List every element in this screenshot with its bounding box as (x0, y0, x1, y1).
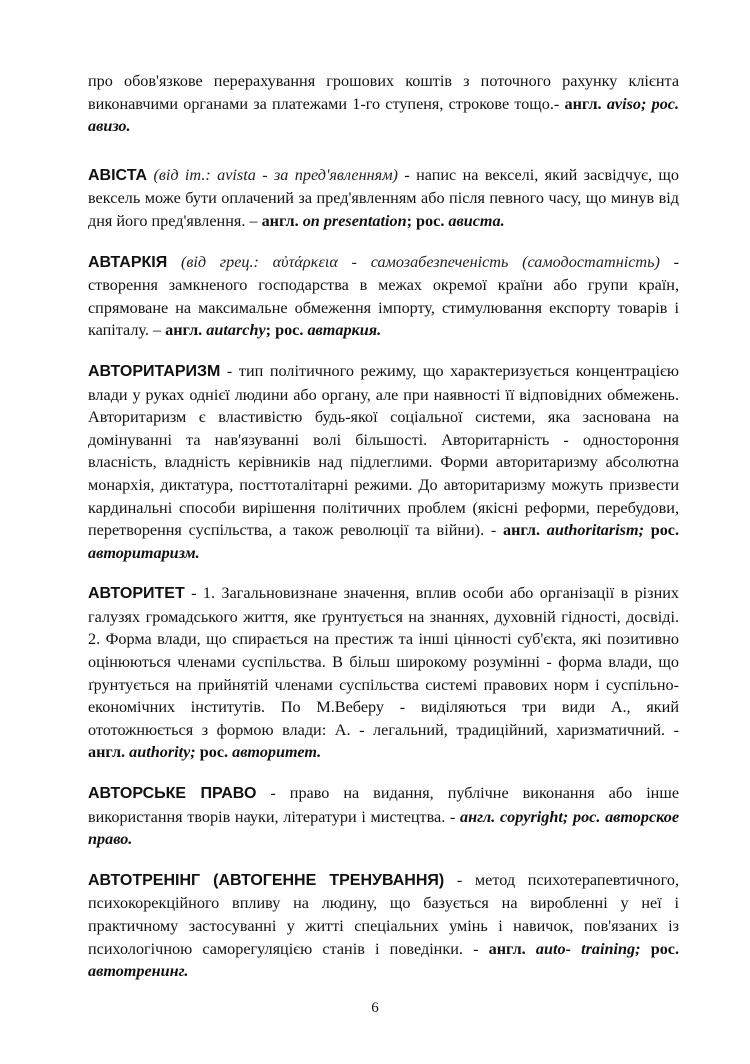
continuation-paragraph: про обов'язкове перерахування грошових коштів з поточного рахунку клієнта виконавчими органами за платежами 1-го ступеня, строкове тощо.- англ. aviso; рос. авизо. (88, 72, 680, 136)
entry-etymology: (від іт.: avista - за пред'явленням) (153, 165, 398, 184)
dictionary-entry-avista: АВІСТА (від іт.: avista - за пред'явленням) - напис на векселі, який засвідчує, що вексель може бути оплачений за пред'явленням або після певного часу, що минув від дня його пред'явлення. – англ. on presentation; рос. ависта. (88, 165, 679, 230)
russian-label: рос. (650, 939, 680, 958)
english-equivalent: authority (129, 743, 191, 762)
russian-label: рос. (199, 743, 229, 762)
english-label: англ. (460, 807, 496, 826)
russian-equivalent: авторитаризм. (88, 543, 200, 562)
english-equivalent: on presentation (302, 211, 407, 230)
russian-equivalent: авторитет. (232, 743, 322, 762)
russian-equivalent: авизо. (88, 117, 131, 136)
dictionary-entry-authority: АВТОРИТЕТ - 1. Загальновизнане значення, вплив особи або організації в різних галузях громадського життя, яке ґрунтується на знаннях, духовній гідності, досвіді. 2. Форма влади, що спирається на престиж та інші цінності суб'єкта, які позитивно оцінюються членами суспільства. В більш широкому розумінні - форма влади, що ґрунтується на прийнятій членами суспільства системі правових норм і суспільно-економічних інститутів. По М.Веберу - виділяються три види А., який ототожнюється з формою влади: А. - легальний, традиційний, харизматичний. - англ. authority; рос. авторитет. (88, 584, 679, 762)
russian-label: рос. (275, 321, 304, 340)
english-label: англ. (488, 939, 526, 958)
entry-definition: - метод психотерапевтичного, психокорекційного впливу на людину, що базується на виробленні у неї і практичному застосуванні у житті спеціальних умінь і навичок, пов'язаних із психологічною саморегуляцією станів і поведінки. - (88, 870, 680, 958)
english-label: англ. (261, 211, 299, 230)
dictionary-entry-autarky: АВТАРКІЯ (від грец.: αὐτάρκεια - самозабезпеченість (самодостатність) - створення замкненого господарства в межах окремої країни або групи країн, спрямоване на максимальне обмеження імпорту, стимулювання експорту товарів і капіталу. – англ. autarchy; рос. автаркия. (88, 252, 679, 340)
english-label: англ. (564, 94, 602, 113)
russian-label: рос. (651, 94, 680, 113)
entry-definition: - тип політичного режиму, що характеризується концентрацією влади у руках однієї людини або органу, але при наявності її відповідних обмежень. Авторитаризм є властивістю будь-якої соціальної системи, яка заснована на домінуванні та нав'язуванні волі більшості. Авторитарність - одностороння власність, владність керівників над підлеглими. Форми авторитаризму абсолютна монархія, диктатура, посттоталітарні режими. До авторитаризму можуть призвести кардинальні способи вирішення політичних проблем (якісні реформи, перебудови, перетворення суспільства, а також революції та війни). - (88, 361, 679, 540)
entry-term: АВТОРСЬКЕ ПРАВО (88, 785, 257, 803)
continuation-text: про обов'язкове перерахування грошових коштів з поточного рахунку клієнта виконавчими органами за платежами 1-го ступеня, строкове тощо.- (88, 72, 679, 113)
entry-term: АВТАРКІЯ (88, 253, 168, 271)
entry-term: АВТОТРЕНІНГ (АВТОГЕННЕ ТРЕНУВАННЯ) (88, 871, 445, 889)
english-label: англ. (88, 743, 126, 762)
dictionary-entry-authoritarianism: АВТОРИТАРИЗМ - тип політичного режиму, що характеризується концентрацією влади у руках однієї людини або органу, але при наявності її відповідних обмежень. Авторитаризм є властивістю будь-якої соціальної системи, яка заснована на домінуванні та нав'язуванні волі більшості. Авторитарність - одностороння власність, владність керівників над підлеглими. Форми авторитаризму абсолютна монархія, диктатура, посттоталітарні режими. До авторитаризму можуть призвести кардинальні способи вирішення політичних проблем (якісні реформи, перебудови, перетворення суспільства, а також революції та війни). - англ. authoritarism; рос. авторитаризм. (88, 361, 680, 562)
dictionary-page (88, 70, 679, 1001)
russian-equivalent: автотренинг. (88, 962, 189, 981)
entry-etymology: (від грец.: αὐτάρκεια - самозабезпеченість (самодостатність) (180, 252, 660, 271)
entry-term: АВТОРИТАРИЗМ (88, 362, 221, 380)
entry-term: АВТОРИТЕТ (88, 585, 185, 603)
entry-definition: - напис на векселі, який засвідчує, що вексель може бути оплачений за пред'явленням або після певного часу, що минув від дня його пред'явлення. – (88, 165, 679, 230)
entry-term: АВІСТА (88, 166, 148, 184)
dictionary-entry-copyright: АВТОРСЬКЕ ПРАВО - право на видання, публічне виконання або інше використання творів науки, літератури і мистецтва. - англ. copyright; рос. авторское право. (88, 784, 680, 849)
russian-label: рос. (572, 807, 601, 826)
entry-definition: - 1. Загальновизнане значення, вплив особи або організації в різних галузях громадського життя, яке ґрунтується на знаннях, духовній гідності, досвіді. 2. Форма влади, що спирається на престиж та інші цінності суб'єкта, які позитивно оцінюються членами суспільства. В більш широкому розумінні - форма влади, що ґрунтується на прийнятій членами суспільства системі правових норм і суспільно-економічних інститутів. По М.Веберу - виділяються три види А., який ототожнюється з формою влади: А. - легальний, традиційний, харизматичний. - (88, 584, 679, 739)
page-number: 6 (371, 1000, 379, 1016)
russian-equivalent: ависта. (448, 211, 505, 230)
dictionary-entry-autotraining: АВТОТРЕНІНГ (АВТОГЕННЕ ТРЕНУВАННЯ) - метод психотерапевтичного, психокорекційного впливу на людину, що базується на виробленні у неї і практичному застосуванні у житті спеціальних умінь і навичок, пов'язаних із психологічною саморегуляцією станів і поведінки. - англ. auto- training; рос. автотренинг. (88, 870, 680, 981)
english-equivalent: aviso (606, 94, 641, 113)
russian-equivalent: авторское право. (88, 807, 680, 849)
english-equivalent: autarchy (206, 321, 266, 340)
english-label: англ. (165, 321, 203, 340)
russian-label: рос. (416, 211, 445, 230)
russian-equivalent: автаркия. (307, 321, 382, 340)
russian-label: рос. (650, 521, 680, 540)
entry-definition: - створення замкненого господарства в межах окремої країни або групи країн, спрямоване на максимальне обмеження імпорту, стимулювання експорту товарів і капіталу. – (88, 252, 679, 340)
english-equivalent: authoritarism (546, 521, 639, 540)
english-label: англ. (502, 521, 541, 540)
english-equivalent: copyright (499, 807, 563, 826)
english-equivalent: auto- training (535, 939, 636, 958)
entry-definition: - право на видання, публічне виконання або інше використання творів науки, літератури і мистецтва. - (88, 784, 679, 826)
